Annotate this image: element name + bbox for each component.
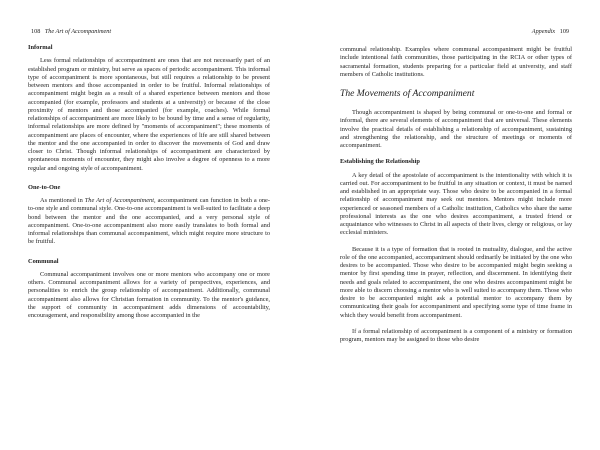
book-title-italic: The Art of Accompaniment: [84, 197, 154, 204]
right-running-head: [532, 28, 572, 36]
establishing-paragraph-2: Because it is a type of formation that is rooted in mutuality, dialogue, and the active role of the one accompanied, accompaniment should ordinarily be initiated by the one who desires to be accompanied. Those who desire to be accompanied might begin seeking a mentor by first spending time in prayer, reflection, and discernment. In identifying their needs and goals related to accompaniment, the one who desires accompaniment might be more able to discern choosing a mentor who is well suited to accompany them. Those who desire to be accompanied might ask a potential mentor to accompany them by communicating their goals for accompaniment and specifying some type of time frame in which they would benefit from accompaniment.: [340, 245, 572, 319]
section-title: The Movements of Accompaniment: [340, 88, 475, 99]
establishing-paragraph-3: If a formal relationship of accompaniment is a component of a ministry or formation program, mentors may be assigned to those who desire: [340, 327, 572, 343]
continued-paragraph: communal relationship. Examples where communal accompaniment might be fruitful include intentional faith communities, those participating in the RCIA or other types of sacramental formation, students preparing for a particular field at university, and staff members of Catholic institutions.: [340, 46, 572, 78]
establishing-paragraph-1: A key detail of the apostolate of accompaniment is the intentionality with which it is carried out. For accompaniment to be fruitful in any situation or context, it must be named and established in an appropriate way. Those who desire to be accompanied in a formal relationship of accompaniment may seek out mentors. Mentors might include more experienced or seasoned members of a Catholic institution, Catholics who share the same professional interests as the one who desires accompaniment, a trusted friend or acquaintance who witnesses to Christ in all aspects of their lives, clergy or religious, or lay ecclesial ministers.: [340, 171, 572, 237]
left-running-head: [28, 28, 111, 36]
one-to-one-paragraph: [28, 197, 270, 247]
movements-paragraph: Though accompaniment is shaped by being communal or one-to-one and formal or informal, there are several elements of accompaniment that are universal. These elements involve the practical details of establishing a relationship of accompaniment, sustaining and strengthening the relationship, and the structure of meetings or moments of accompaniment.: [340, 109, 572, 149]
left-page-number: 108: [31, 28, 41, 35]
communal-paragraph: Communal accompaniment involves one or more mentors who accompany one or more others. Communal accompaniment allows for a variety of perspectives, experiences, and personalities to enrich the group relationship of accompaniment. Additionally, communal accompaniment also allows for Christian formation in community. To the mentor's guidance, the support of community in accompaniment adds dimensions of accountability, encouragement, and responsibility among those accompanied in the: [28, 270, 270, 319]
left-page-body: [28, 44, 270, 440]
one-to-one-text-rest: , accompaniment can function in both a one-to-one style and communal style. One-to-one accompaniment is well-suited to facilitate a deep bond between the mentor and the one accompanied, and a very personal style of accompaniment. One-to-one accompaniment also more easily translates to both formal and informal relationships than communal accompaniment, which might require more structure to be fruitful.: [28, 197, 270, 246]
right-page-number: 109: [559, 28, 569, 35]
one-to-one-heading: One-to-One: [28, 183, 61, 191]
right-running-title: Appendix: [531, 28, 556, 35]
establishing-heading: Establishing the Relationship: [340, 158, 420, 166]
communal-heading: Communal: [28, 257, 59, 265]
right-page-body: [340, 46, 572, 440]
right-page: [300, 0, 600, 450]
informal-heading: Informal: [28, 44, 53, 51]
left-running-title: The Art of Accompaniment: [44, 28, 112, 35]
one-to-one-text-start: As mentioned in: [40, 197, 85, 204]
informal-paragraph: Less formal relationships of accompaniment are ones that are not necessarily part of an established program or ministry, but serve as spaces of periodic accompaniment. This informal type of accompaniment is more spontaneous, but still requires a relationship to be present between mentors and those accompanied in order to be fruitful. Informal relationships of accompaniment might begin as a result of a shared experience between mentors and those accompanied (for example, professors and students at a university) or because of the close proximity of mentors and those accompanied (for example, coaches). While formal relationships of accompaniment are more likely to be bound by time and a sense of regularity, informal relationships are more defined by "moments of accompaniment"; these moments of accompaniment are places of encounter, where the experiences of life are still shared between the mentor and the one accompanied in order to discover the movements of God and draw closer to Christ. Though informal relationships of accompaniment are characterized by spontaneous moments of encounter, they might also involve a degree of openness to a more regular and ongoing style of accompaniment.: [28, 57, 270, 172]
